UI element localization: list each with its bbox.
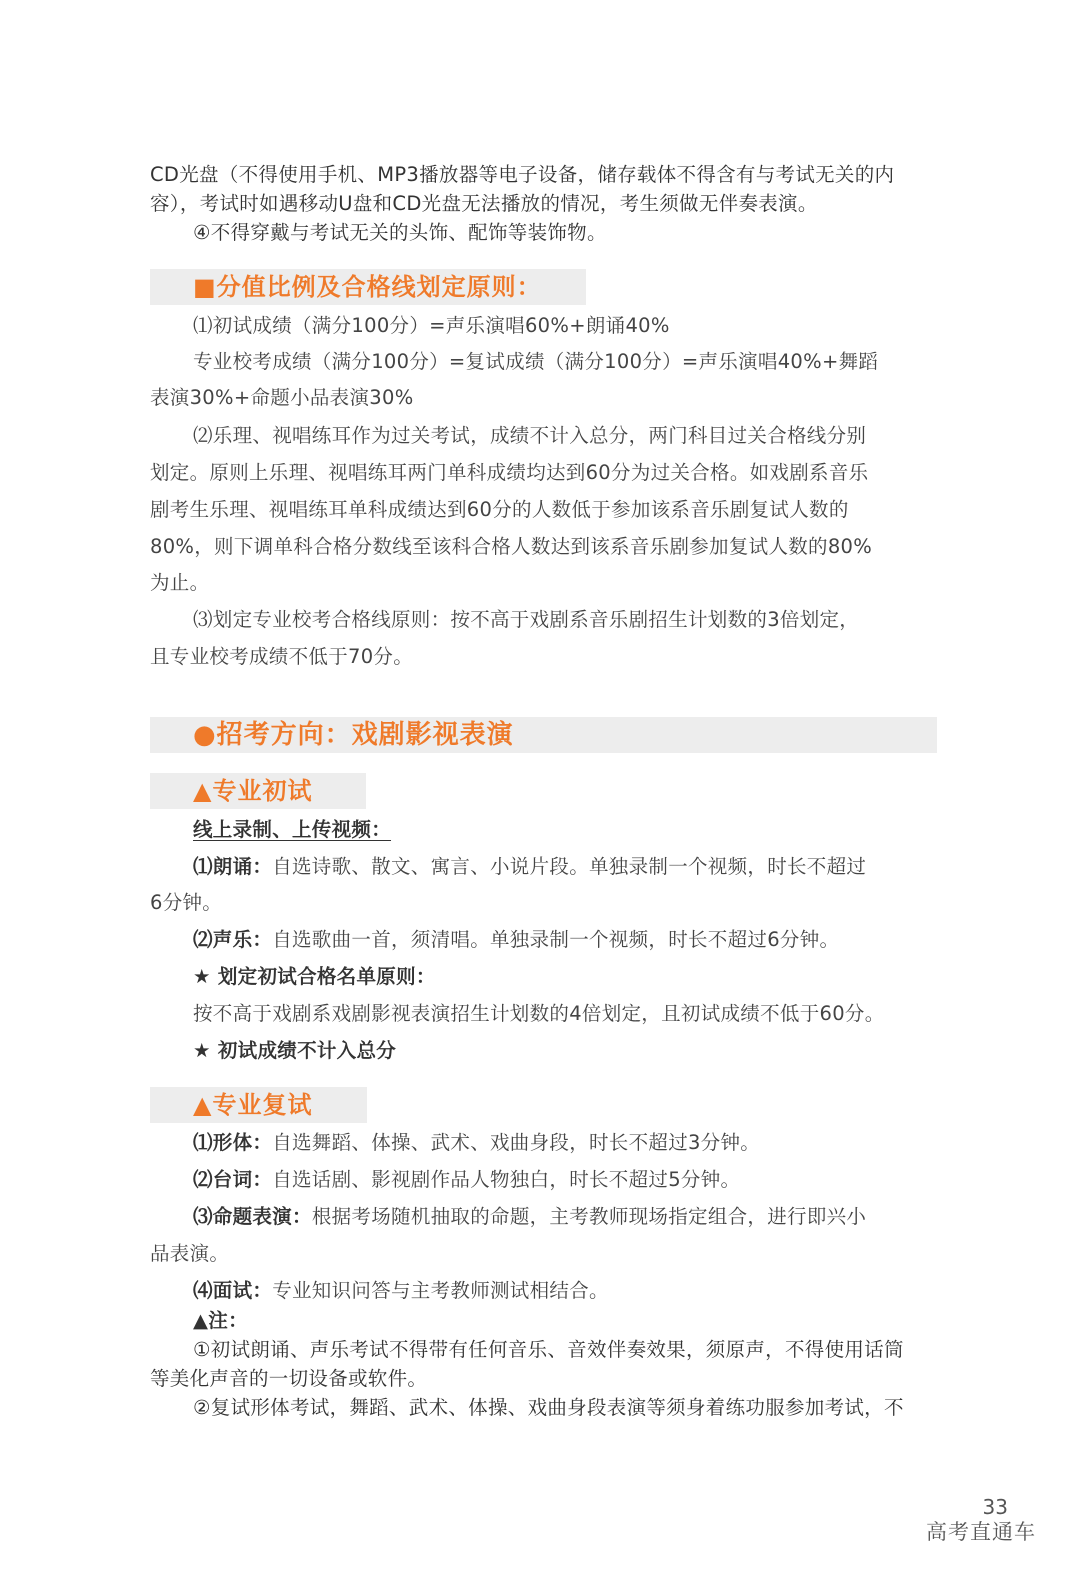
paragraph-line: ⑶划定专业校考合格线原则：按不高于戏剧系音乐剧招生计划数的3倍划定， (193, 608, 860, 631)
prelim-item-recitation (193, 852, 940, 882)
note-label: ▲注： (193, 1309, 248, 1332)
online-label-text: 线上录制、上传视频： (193, 818, 392, 841)
retest-item-interview (193, 1276, 940, 1306)
item-label: ⑵台词： (193, 1168, 273, 1191)
item-text: 自选歌曲一首，须清唱。单独录制一个视频，时长不超过6分钟。 (272, 928, 840, 951)
item-text: 根据考场随机抽取的命题，主考教师现场指定组合，进行即兴小 (311, 1205, 867, 1228)
retest-item-body (193, 1128, 940, 1158)
note-line: 等美化声音的一切设备或软件。 (150, 1367, 428, 1390)
paragraph-line: 剧考生乐理、视唱练耳单科成绩达到60分的人数低于参加该系音乐剧复试人数的 (150, 498, 849, 521)
note-line: ②复试形体考试，舞蹈、武术、体操、戏曲身段表演等须身着练功服参加考试，不 (193, 1396, 904, 1419)
item-text: 自选话剧、影视剧作品人物独白，时长不超过5分钟。 (272, 1168, 741, 1191)
paragraph-line: ⑴初试成绩（满分100分）=声乐演唱60%+朗诵40% (193, 314, 670, 337)
item-label: ⑴朗诵： (193, 855, 273, 878)
prelim-item-vocal (193, 925, 940, 955)
item-text: 专业知识问答与主考教师测试相结合。 (272, 1279, 609, 1302)
paragraph-line: 品表演。 (150, 1242, 230, 1265)
retest-item-performance (193, 1202, 940, 1232)
paragraph-line: 80%，则下调单科合格分数线至该科合格人数达到该系音乐剧参加复试人数的80% (150, 535, 873, 558)
item-label: ⑷面试： (193, 1279, 273, 1302)
paragraph-line: 专业校考成绩（满分100分）=复试成绩（满分100分）=声乐演唱40%+舞蹈 (193, 350, 879, 373)
paragraph-line: 且专业校考成绩不低于70分。 (150, 645, 414, 668)
item-label: ⑵声乐： (193, 928, 273, 951)
paragraph-line: ⑵乐理、视唱练耳作为过关考试，成绩不计入总分，两门科目过关合格线分别 (193, 424, 867, 447)
paragraph-line: 为止。 (150, 571, 210, 594)
online-label (193, 815, 940, 845)
item-text: 自选诗歌、散文、寓言、小说片段。单独录制一个视频，时长不超过 (272, 855, 867, 878)
item-text: 自选舞蹈、体操、武术、戏曲身段，时长不超过3分钟。 (272, 1131, 761, 1154)
note-line: ①初试朗诵、声乐考试不得带有任何音乐、音效伴奏效果，须原声，不得使用话筒 (193, 1338, 904, 1361)
subsection-heading-retest: ▲专业复试 (193, 1091, 313, 1119)
paragraph-line: 划定。原则上乐理、视唱练耳两门单科成绩均达到60分为过关合格。如戏剧系音乐 (150, 461, 869, 484)
rule-label: ★ 划定初试合格名单原则： (193, 965, 436, 988)
paragraph-line: 表演30%+命题小品表演30% (150, 386, 414, 409)
page-number: 33 (982, 1495, 1008, 1519)
paragraph-line: 容），考试时如遇移动U盘和CD光盘无法播放的情况，考生须做无伴奏表演。 (150, 192, 818, 215)
brand-label: 高考直通车 (926, 1520, 1036, 1544)
paragraph-line: 按不高于戏剧系戏剧影视表演招生计划数的4倍划定，且初试成绩不低于60分。 (193, 1002, 885, 1025)
item-label: ⑴形体： (193, 1131, 273, 1154)
paragraph-line: 6分钟。 (150, 891, 223, 914)
paragraph-line: ④不得穿戴与考试无关的头饰、配饰等装饰物。 (193, 221, 607, 244)
paragraph-line: CD光盘（不得使用手机、MP3播放器等电子设备，储存载体不得含有与考试无关的内 (150, 163, 895, 186)
item-label: ⑶命题表演： (193, 1205, 312, 1228)
retest-item-lines (193, 1165, 940, 1195)
section-heading-score: ■分值比例及合格线划定原则： (193, 273, 542, 301)
subsection-heading-prelim: ▲专业初试 (193, 777, 313, 805)
prelim-note: ★ 初试成绩不计入总分 (193, 1039, 397, 1062)
section-heading-direction: ●招考方向：戏剧影视表演 (193, 720, 514, 750)
